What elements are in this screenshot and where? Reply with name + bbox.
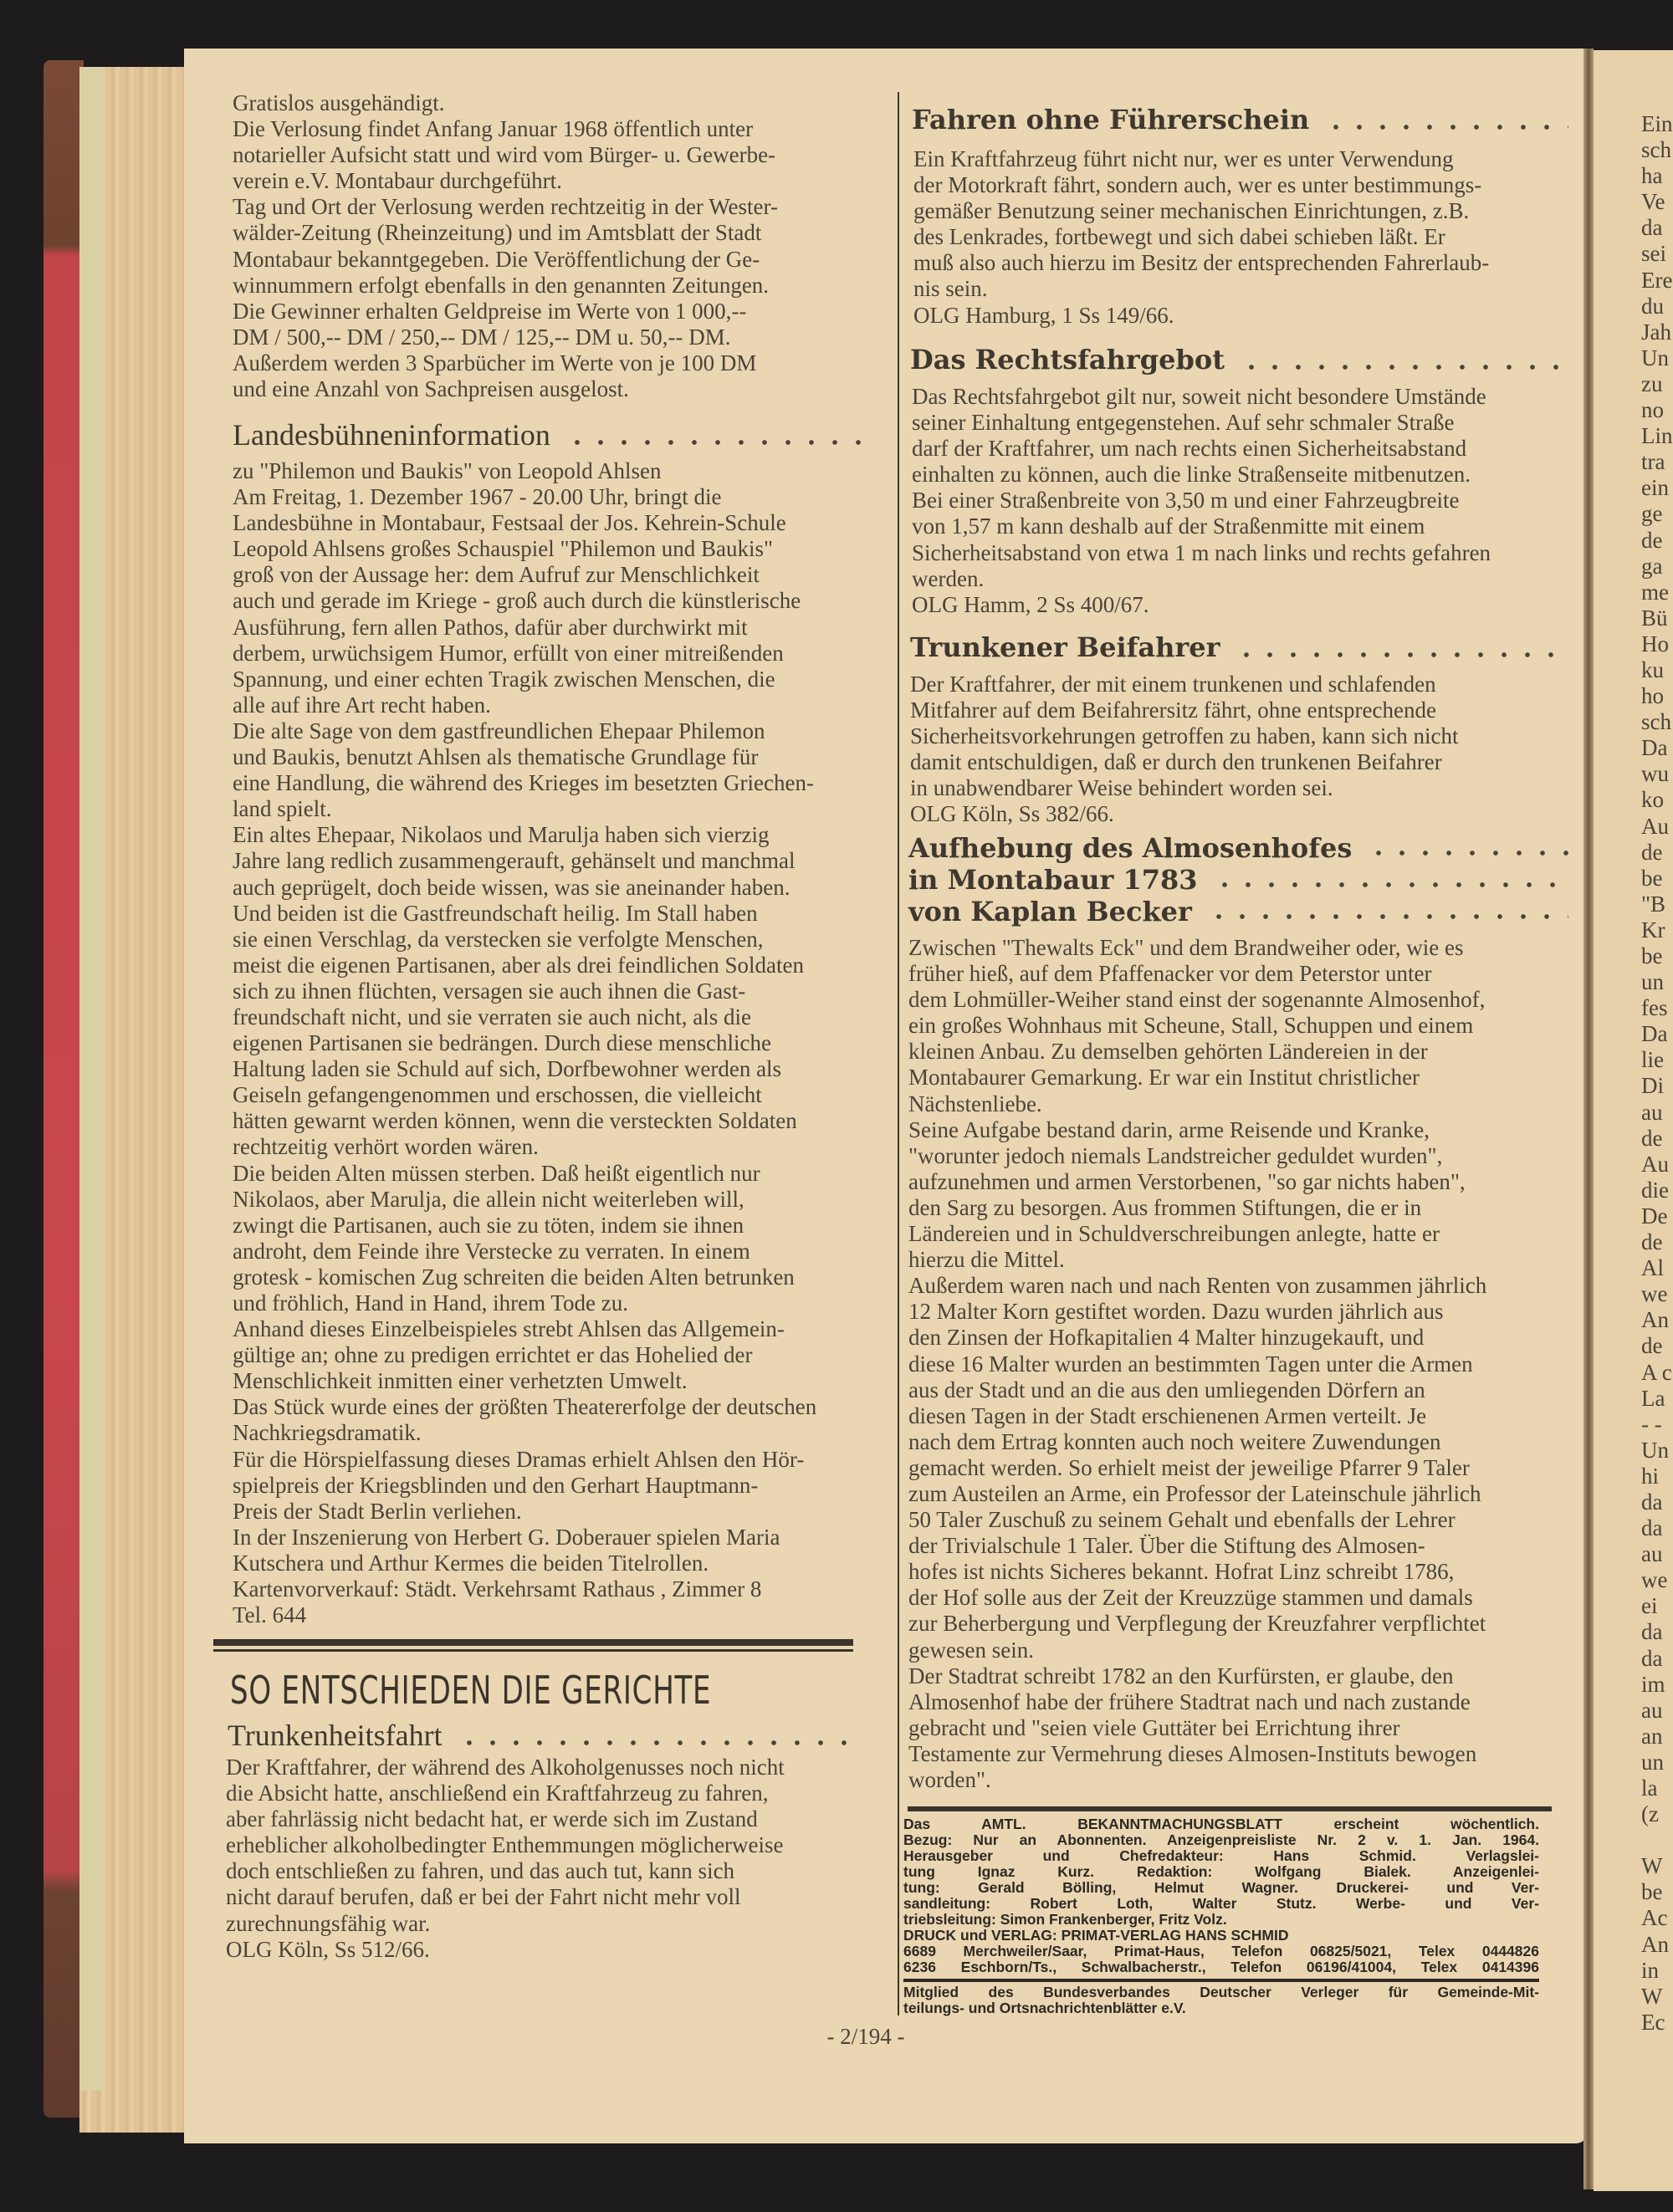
text-line: gemacht werden. So erhielt meist der jeweilige Pfarrer 9 Taler	[908, 1454, 1470, 1480]
section-rule	[213, 1639, 853, 1646]
text-line: Ein altes Ehepaar, Nikolaos und Marulja haben sich vierzig	[233, 822, 770, 848]
text-line: Landesbühne in Montabaur, Festsaal der Jos. Kehrein-Schule	[233, 510, 786, 536]
text-line: Seine Aufgabe bestand darin, arme Reisende und Kranke,	[908, 1116, 1430, 1142]
next-page-fragment: Al	[1641, 1255, 1664, 1281]
text-line: Ausführung, fern allen Pathos, dafür aber durchwirkt mit	[233, 614, 748, 640]
text-line: nis sein.	[913, 276, 988, 302]
next-page-fragment: De	[1641, 1203, 1668, 1229]
next-page-fragment: Da	[1641, 1021, 1668, 1047]
intro-paragraph	[233, 90, 778, 402]
text-line: und Baukis, benutzt Ahlsen als thematische Grundlage für	[233, 744, 759, 770]
imprint-line: tung: Gerald Bölling, Helmut Wagner. Druckerei- und Ver-	[903, 1880, 1539, 1896]
book-gutter	[1583, 49, 1594, 2189]
next-page-fragment: de	[1641, 1333, 1663, 1359]
text-line: aber fahrlässig nicht bedacht hat, er werde sich im Zustand	[226, 1806, 758, 1832]
next-page-fragment: (z	[1641, 1801, 1659, 1827]
text-line: Kartenvorverkauf: Städt. Verkehrsamt Rathaus , Zimmer 8	[233, 1576, 762, 1602]
next-page-fragment: ko	[1641, 787, 1664, 813]
section-rule-thin	[213, 1649, 853, 1652]
next-page-fragment: de	[1641, 1125, 1663, 1151]
next-page-fragment: La	[1641, 1385, 1665, 1411]
text-line: des Lenkrades, fortbewegt und sich dabei schieben läßt. Er	[913, 224, 1445, 250]
next-page-fragment: Lin	[1641, 423, 1673, 449]
text-line: Ein Kraftfahrzeug führt nicht nur, wer es unter Verwendung	[913, 146, 1454, 171]
next-page-fragment: W	[1641, 1853, 1663, 1879]
next-page-fragment: du	[1641, 293, 1664, 319]
text-line: Nächstenliebe.	[908, 1091, 1042, 1116]
text-line: damit entschuldigen, daß er durch den trunkenen Beifahrer	[910, 749, 1442, 775]
next-page-fragment: Ac	[1641, 1905, 1668, 1931]
next-page-fragment: Kr	[1641, 917, 1665, 943]
text-line: Außerdem werden 3 Sparbücher im Werte von je 100 DM	[233, 350, 757, 375]
next-page-fragment: Un	[1641, 1437, 1669, 1463]
text-line: freundschaft nicht, und sie verraten sie auch nicht, als die	[233, 1004, 752, 1029]
next-page-fragment: be	[1641, 865, 1663, 891]
article-body-trunkenheitsfahrt	[226, 1755, 785, 1963]
text-line: Nachkriegsdramatik.	[233, 1420, 422, 1446]
text-line: hätten gewarnt werden können, wenn die versteckten Soldaten	[233, 1108, 797, 1134]
text-line: Tag und Ort der Verlosung werden rechtzeitig in der Wester-	[233, 194, 778, 220]
text-line: erheblicher alkoholbedingter Enthemmungen möglicherweise	[226, 1832, 784, 1858]
text-line: Der Kraftfahrer, der während des Alkoholgenusses noch nicht	[226, 1755, 785, 1780]
imprint-line: 6689 Merchweiler/Saar, Primat-Haus, Telefon 06825/5021, Telex 0444826	[903, 1944, 1539, 1959]
text-line: OLG Hamm, 2 Ss 400/67.	[912, 591, 1149, 617]
next-page-fragment: Ere	[1641, 267, 1673, 293]
text-line: in unabwendbarer Weise behindert worden sei.	[910, 775, 1333, 801]
imprint-line: DRUCK und VERLAG: PRIMAT-VERLAG HANS SCHMID	[903, 1928, 1289, 1944]
text-line: einhalten zu können, auch die linke Straßenseite mitbenutzen.	[912, 462, 1471, 488]
imprint-box	[903, 1816, 1539, 2016]
text-line: Die beiden Alten müssen sterben. Daß heißt eigentlich nur	[233, 1160, 760, 1186]
text-line: Der Stadtrat schreibt 1782 an den Kurfürsten, er glaube, den	[908, 1663, 1454, 1688]
next-page-fragment: ga	[1641, 553, 1663, 579]
heading-text: Das Rechtsfahrgebot	[910, 344, 1225, 375]
article-heading-landesbuehne	[233, 416, 862, 453]
text-line: Ländereien und in Schuldverschreibungen anlegte, hatte er	[908, 1221, 1440, 1247]
imprint-line: sandleitung: Robert Loth, Walter Stutz. Werbe- und Ver-	[903, 1896, 1539, 1912]
text-line: Montabaurer Gemarkung. Er war ein Institut christlicher	[908, 1065, 1420, 1091]
text-line: gemäßer Benutzung seiner mechanischen Einrichtungen, z.B.	[913, 198, 1470, 224]
next-page-fragment: ha	[1641, 163, 1663, 189]
next-page-fragment: un	[1641, 969, 1664, 995]
heading-text: Landesbühneninformation	[233, 418, 550, 452]
text-line: Spannung, und einer echten Tragik zwischen Menschen, die	[233, 666, 775, 692]
text-line: aufzunehmen und armen Verstorbenen, "so gar nichts haben",	[908, 1168, 1466, 1194]
text-line: alle auf ihre Art recht haben.	[233, 692, 491, 718]
heading-text: in Montabaur 1783	[908, 864, 1198, 896]
text-line: rechtzeitig verhört worden wären.	[233, 1134, 539, 1160]
text-line: groß von der Aussage her: dem Aufruf zur Menschlichkeit	[233, 562, 760, 588]
next-page-fragment: ge	[1641, 501, 1663, 527]
text-line: kleinen Anbau. Zu demselben gehörten Ländereien in der	[908, 1039, 1428, 1065]
imprint-line: triebsleitung: Simon Frankenberger, Fritz Volz.	[903, 1912, 1227, 1928]
text-line: notarieller Aufsicht statt und wird vom Bürger- u. Gewerbe-	[233, 142, 776, 168]
next-page-fragment: be	[1641, 1879, 1663, 1905]
text-line: Jahre lang redlich zusammengerauft, gehänselt und manchmal	[233, 848, 796, 874]
next-page-fragment: de	[1641, 839, 1663, 865]
dot-leader	[1213, 881, 1568, 889]
dot-leader	[1235, 651, 1568, 659]
text-line: Tel. 644	[233, 1602, 307, 1628]
next-page-fragment: hi	[1641, 1463, 1660, 1489]
text-line: nach dem Ertrag konnten auch noch weitere Zuwendungen	[908, 1428, 1441, 1454]
next-page-fragment: Ein	[1641, 111, 1673, 136]
text-line: sie einen Verschlag, da verstecken sie verfolgte Menschen,	[233, 926, 764, 952]
text-line: Mitfahrer auf dem Beifahrersitz fährt, ohne entsprechende	[910, 697, 1436, 723]
next-page-fragment: au	[1641, 1541, 1663, 1567]
text-line: darf der Kraftfahrer, um nach rechts einen Sicherheitsabstand	[912, 436, 1467, 462]
text-line: OLG Köln, Ss 382/66.	[910, 801, 1114, 827]
text-line: meist die eigenen Partisanen, aber als drei feindlichen Soldaten	[233, 952, 805, 978]
imprint-line: Bezug: Nur an Abonnenten. Anzeigenpreisliste Nr. 2 v. 1. Jan. 1964.	[903, 1832, 1539, 1848]
text-line: den Zinsen der Hofkapitalien 4 Malter hinzugekauft, und	[908, 1325, 1425, 1351]
next-page-fragment: lie	[1641, 1047, 1664, 1073]
next-page-fragment: An	[1641, 1307, 1669, 1333]
next-page-fragment: die	[1641, 1177, 1669, 1203]
text-line: Am Freitag, 1. Dezember 1967 - 20.00 Uhr, bringt die	[233, 484, 722, 510]
text-line: land spielt.	[233, 796, 332, 822]
next-page-fragment: wu	[1641, 761, 1669, 787]
text-line: und fröhlich, Hand in Hand, ihrem Tode zu.	[233, 1290, 629, 1315]
heading-text: Trunkener Beifahrer	[910, 631, 1220, 663]
text-line: gewesen sein.	[908, 1637, 1034, 1663]
text-line: diesen Tagen in der Stadt erschienenen Armen verteilt. Je	[908, 1402, 1427, 1428]
text-line: von 1,57 m kann deshalb auf der Straßenmitte mit einem	[912, 513, 1425, 539]
text-line: und eine Anzahl von Sachpreisen ausgelost.	[233, 376, 629, 402]
dot-leader	[1324, 123, 1568, 131]
next-page-fragment: no	[1641, 397, 1664, 423]
text-line: derbem, urwüchsigem Humor, erfüllt von einer mitreißenden	[233, 640, 784, 666]
text-line: spielpreis der Kriegsblinden und den Gerhart Hauptmann-	[233, 1472, 759, 1498]
dot-leader	[1367, 849, 1568, 857]
text-line: Geiseln gefangengenommen und erschossen, die vielleicht	[233, 1082, 762, 1108]
text-line: zu "Philemon und Baukis" von Leopold Ahlsen	[233, 458, 662, 483]
text-line: zur Beherbergung und Verpflegung der Kreuzfahrer verpflichtet	[908, 1611, 1486, 1637]
next-page-fragment: Bü	[1641, 605, 1668, 631]
next-page-fragment: A c	[1641, 1359, 1672, 1385]
next-page-fragment: Ho	[1641, 631, 1669, 656]
text-line: Der Kraftfahrer, der mit einem trunkenen und schlafenden	[910, 672, 1436, 697]
next-page-fragment: sei	[1641, 241, 1666, 267]
text-line: nicht darauf berufen, daß er bei der Fahrt nicht mehr voll	[226, 1884, 741, 1910]
text-line: gültige an; ohne zu predigen errichtet er das Hohelied der	[233, 1342, 753, 1368]
text-line: sich zu ihnen flüchten, versagen sie auch ihnen die Gast-	[233, 978, 746, 1004]
text-line: der Trivialschule 1 Taler. Über die Stiftung des Almosen-	[908, 1533, 1425, 1559]
heading-line	[908, 832, 1568, 864]
text-line: "worunter jedoch niemals Landstreicher geduldet wurden",	[908, 1142, 1443, 1168]
next-page-fragment: au	[1641, 1099, 1663, 1125]
text-line: Zwischen "Thewalts Eck" und dem Brandweiher oder, wie es	[908, 935, 1464, 960]
text-line: 12 Malter Korn gestiftet worden. Dazu wurden jährlich aus	[908, 1299, 1444, 1325]
text-line: OLG Köln, Ss 512/66.	[226, 1936, 430, 1962]
text-line: Nikolaos, aber Marulja, die allein nicht weiterleben will,	[233, 1186, 744, 1212]
heading-text: Aufhebung des Almosenhofes	[908, 832, 1353, 864]
text-line: ein großes Wohnhaus mit Scheune, Stall, Schuppen und einem	[908, 1013, 1474, 1039]
next-page-fragment: Ve	[1641, 189, 1665, 215]
dot-leader	[458, 1739, 862, 1747]
text-line: worden".	[908, 1767, 991, 1792]
text-line: aus der Stadt und an die aus den umliegenden Dörfern an	[908, 1377, 1425, 1402]
dot-leader	[565, 438, 862, 447]
text-line: der Motorkraft fährt, sondern auch, wer es unter bestimmungs-	[913, 172, 1482, 198]
text-line: auch und gerade im Kriege - groß auch durch die künstlerische	[233, 588, 801, 614]
next-page-fragment: be	[1641, 943, 1663, 968]
next-page-fragment: W	[1641, 1983, 1663, 2009]
article-heading-fahren-ohne-fuehrerschein	[912, 101, 1568, 138]
text-line: zum Austeilen an Arme, ein Professor der Lateinschule jährlich	[908, 1480, 1481, 1506]
text-line: Anhand dieses Einzelbeispieles strebt Ahlsen das Allgemein-	[233, 1316, 785, 1342]
text-line: 50 Taler Zuschuß zu seinem Gehalt und ebenfalls der Lehrer	[908, 1507, 1456, 1533]
next-page-fragment: Jah	[1641, 319, 1671, 345]
next-page-fragment: la	[1641, 1775, 1658, 1801]
imprint-line: 6236 Eschborn/Ts., Schwalbacherstr., Telefon 06196/41004, Telex 0414396	[903, 1959, 1539, 1975]
text-line: früher hieß, auf dem Pfaffenacker vor dem Peterstor unter	[908, 961, 1432, 987]
dot-leader	[1207, 912, 1568, 921]
next-page-fragment: Ec	[1641, 2009, 1665, 2035]
text-line: OLG Hamburg, 1 Ss 149/66.	[913, 302, 1174, 328]
text-line: Sicherheitsabstand von etwa 1 m nach links und rechts gefahren	[912, 539, 1491, 565]
text-line: Gratislos ausgehändigt.	[233, 90, 445, 115]
next-page-fragment: de	[1641, 1229, 1663, 1255]
text-line: androht, dem Feinde ihre Verstecke zu verraten. In einem	[233, 1238, 750, 1264]
text-line: seiner Einhaltung entgegenstehen. Auf sehr schmaler Straße	[912, 410, 1455, 436]
text-line: zurechnungsfähig war.	[226, 1910, 431, 1936]
text-line: zwingt die Partisanen, auch sie zu töten, indem sie ihnen	[233, 1212, 744, 1238]
text-line: Kutschera und Arthur Kermes die beiden Titelrollen.	[233, 1550, 709, 1576]
next-page-fragment: un	[1641, 1749, 1664, 1775]
imprint-divider	[903, 1979, 1539, 1982]
text-line: der Hof solle aus der Zeit der Kreuzzüge stammen und damals	[908, 1585, 1473, 1611]
article-heading-trunkener-beifahrer	[910, 629, 1568, 666]
imprint-line: tung Ignaz Kurz. Redaktion: Wolfgang Bialek. Anzeigenlei-	[903, 1864, 1539, 1880]
next-page-fragment: tra	[1641, 449, 1665, 475]
next-page-fragment: Au	[1641, 813, 1669, 839]
article-body-fahren	[913, 146, 1489, 329]
text-line: hierzu die Mittel.	[908, 1247, 1065, 1273]
article-heading-almosenhof	[908, 832, 1568, 927]
text-line: Das Stück wurde eines der größten Theatererfolge der deutschen	[233, 1394, 817, 1420]
text-line: Almosenhof habe der frühere Stadtrat nach und nach zustande	[908, 1688, 1471, 1714]
next-page-fragment: de	[1641, 527, 1663, 553]
text-line: muß also auch hierzu im Besitz der entsprechenden Fahrerlaub-	[913, 250, 1490, 276]
text-line: Für die Hörspielfassung dieses Dramas erhielt Ahlsen den Hör-	[233, 1446, 805, 1472]
heading-text: von Kaplan Becker	[908, 896, 1192, 927]
next-page-fragment: in	[1641, 1957, 1660, 1983]
next-page-fragment: - -	[1641, 1411, 1662, 1437]
imprint-rule-top	[908, 1806, 1552, 1811]
text-line: wälder-Zeitung (Rheinzeitung) und im Amtsblatt der Stadt	[233, 220, 762, 246]
heading-line	[908, 864, 1568, 896]
next-page-fragment: au	[1641, 1697, 1663, 1723]
article-body-landesbuehne	[233, 458, 816, 1628]
text-line: grotesk - komischen Zug schreiten die beiden Alten betrunken	[233, 1264, 795, 1290]
endpaper-edge	[79, 67, 103, 2091]
text-line: gebracht und "seien viele Guttäter bei Errichtung ihrer	[908, 1714, 1400, 1740]
text-line: die Absicht hatte, anschließend ein Kraftfahrzeug zu fahren,	[226, 1780, 769, 1806]
page-number: - 2/194 -	[826, 2024, 905, 2049]
article-heading-rechtsfahrgebot	[910, 341, 1568, 378]
article-body-almosenhof	[908, 935, 1486, 1793]
text-line: auch geprügelt, doch beide wissen, was sie aneinander haben.	[233, 874, 790, 900]
next-page-fragment: "B	[1641, 891, 1666, 917]
imprint-membership	[903, 1985, 1539, 2016]
text-line: Die Verlosung findet Anfang Januar 1968 öffentlich unter	[233, 116, 754, 142]
text-line: werden.	[912, 565, 985, 591]
next-page-fragment: Di	[1641, 1073, 1664, 1099]
text-line: doch entschließen zu fahren, und das auch tut, kann sich	[226, 1858, 735, 1884]
next-page-fragment: me	[1641, 579, 1669, 605]
text-line: winnummern erfolgt ebenfalls in den genannten Zeitungen.	[233, 272, 770, 298]
heading-line	[908, 896, 1568, 927]
next-page-fragment: we	[1641, 1567, 1668, 1593]
next-page-fragment: da	[1641, 1645, 1663, 1671]
next-page-fragment: da	[1641, 1515, 1663, 1541]
text-line: Testamente zur Vermehrung dieses Almosen-Instituts bewogen	[908, 1740, 1477, 1766]
text-line: hofes ist nichts Sicheres bekannt. Hofrat Linz schreibt 1786,	[908, 1559, 1455, 1585]
next-page-fragment: da	[1641, 1489, 1663, 1515]
text-line: In der Inszenierung von Herbert G. Doberauer spielen Maria	[233, 1524, 780, 1550]
next-page-fragment: sch	[1641, 709, 1671, 735]
next-page-fragment: fes	[1641, 995, 1668, 1021]
next-page-fragment: Da	[1641, 735, 1668, 761]
text-line: Die alte Sage von dem gastfreundlichen Ehepaar Philemon	[233, 718, 765, 743]
text-line: Montabaur bekanntgegeben. Die Veröffentlichung der Ge-	[233, 246, 760, 272]
text-line: Und beiden ist die Gastfreundschaft heilig. Im Stall haben	[233, 900, 758, 926]
text-line: dem Lohmüller-Weiher stand einst der sogenannte Almosenhof,	[908, 987, 1486, 1013]
text-line: Bei einer Straßenbreite von 3,50 m und einer Fahrzeugbreite	[912, 488, 1460, 513]
text-line: eine Handlung, die während des Krieges im besetzten Griechen-	[233, 770, 814, 796]
next-page-fragment: Un	[1641, 345, 1669, 370]
next-page-fragment: ei	[1641, 1593, 1658, 1619]
article-heading-trunkenheitsfahrt	[228, 1717, 862, 1754]
text-line: Preis der Stadt Berlin verliehen.	[233, 1498, 522, 1524]
next-page-fragment: da	[1641, 1619, 1663, 1645]
text-line: Leopold Ahlsens großes Schauspiel "Philemon und Baukis"	[233, 536, 773, 562]
next-page-fragment: da	[1641, 215, 1663, 241]
next-page-fragment: an	[1641, 1723, 1663, 1749]
text-line: Außerdem waren nach und nach Renten von zusammen jährlich	[908, 1273, 1487, 1299]
text-line: den Sarg zu besorgen. Aus frommen Stiftungen, die er in	[908, 1194, 1422, 1220]
imprint-lines	[903, 1816, 1539, 1975]
text-line: Sicherheitsvorkehrungen getroffen zu haben, kann sich nicht	[910, 723, 1459, 749]
next-page-fragment: sch	[1641, 137, 1671, 163]
next-page-fragment: zu	[1641, 370, 1663, 396]
next-page-fragment: An	[1641, 1931, 1669, 1957]
imprint-line: Mitglied des Bundesverbandes Deutscher Verleger für Gemeinde-Mit-	[903, 1985, 1539, 2000]
text-line: Das Rechtsfahrgebot gilt nur, soweit nicht besondere Umstände	[912, 384, 1486, 409]
next-page-fragment: Au	[1641, 1151, 1669, 1177]
imprint-line: Das AMTL. BEKANNTMACHUNGSBLATT erscheint wöchentlich.	[903, 1816, 1539, 1832]
column-divider	[898, 92, 899, 2015]
text-line: verein e.V. Montabaur durchgeführt.	[233, 168, 562, 194]
article-body-rechtsfahrgebot	[912, 384, 1491, 618]
next-page-fragment: we	[1641, 1281, 1668, 1307]
imprint-line: teilungs- und Ortsnachrichtenblätter e.V.	[903, 2000, 1186, 2016]
text-line: diese 16 Malter wurden an bestimmten Tagen unter die Armen	[908, 1351, 1473, 1377]
dot-leader	[1240, 363, 1568, 371]
text-line: Haltung laden sie Schuld auf sich, Dorfbewohner werden als	[233, 1056, 782, 1082]
text-line: Menschlichkeit inmitten einer verhetzten Umwelt.	[233, 1368, 688, 1394]
book-cover-spine	[43, 60, 84, 2117]
text-line: eigenen Partisanen sie bedrängen. Durch diese menschliche	[233, 1030, 772, 1056]
next-page-fragment: im	[1641, 1671, 1665, 1697]
article-body-beifahrer	[910, 672, 1459, 828]
next-page-text-fragments	[1641, 111, 1673, 2036]
text-line: Die Gewinner erhalten Geldpreise im Werte von 1 000,--	[233, 298, 747, 324]
next-page-fragment: ein	[1641, 475, 1669, 501]
next-page-fragment: ku	[1641, 656, 1664, 682]
next-page-fragment: ho	[1641, 683, 1664, 709]
text-line: DM / 500,-- DM / 250,-- DM / 125,-- DM u. 50,-- DM.	[233, 324, 731, 350]
imprint-line: Herausgeber und Chefredakteur: Hans Schmid. Verlagslei-	[903, 1848, 1539, 1864]
heading-text: Trunkenheitsfahrt	[228, 1719, 443, 1752]
section-title: SO ENTSCHIEDEN DIE GERICHTE	[230, 1668, 712, 1713]
next-page-fragment	[1641, 1827, 1673, 1853]
heading-text: Fahren ohne Führerschein	[912, 104, 1310, 135]
